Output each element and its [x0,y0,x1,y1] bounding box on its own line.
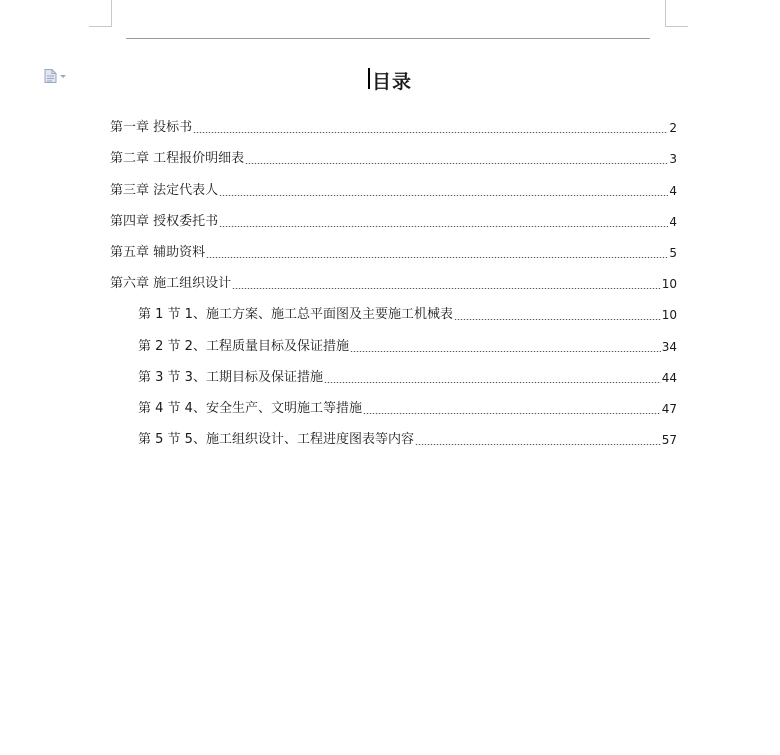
toc-dot-leader [415,444,661,445]
page-corner-mark-left [89,0,112,27]
toc-entry[interactable] [110,292,677,323]
toc-dot-leader [350,351,661,352]
toc-entry-page: 57 [661,433,677,448]
toc-entry[interactable] [110,136,677,167]
toc-entry-page: 4 [669,214,677,229]
toc-dot-leader [193,132,668,133]
toc-dot-leader [219,226,668,227]
header-rule [126,38,650,39]
toc-entry-page: 34 [661,339,677,354]
toc-dot-leader [245,163,668,164]
toc-entry[interactable] [110,230,677,261]
toc-entry-page: 47 [661,401,677,416]
text-cursor [368,68,370,89]
toc-dot-leader [454,319,661,320]
toc-entry-label: 第四章 授权委托书 [110,213,219,229]
toc-entry-page: 10 [661,308,677,323]
toc-entry-label: 第 4 节 4、安全生产、文明施工等措施 [138,400,362,416]
toc-entry[interactable] [110,323,677,354]
toc-entry-label: 第五章 辅助资料 [110,244,206,260]
toc-entry-page: 4 [669,183,677,198]
toc-entry-label: 第二章 工程报价明细表 [110,151,245,167]
toc-entry[interactable] [110,105,677,136]
toc-entry[interactable] [110,386,677,417]
toc-dot-leader [324,382,661,383]
toc-entry-page: 3 [669,152,677,167]
toc-entry-label: 第 2 节 2、工程质量目标及保证措施 [138,338,349,354]
toc-entry-label: 第 5 节 5、施工组织设计、工程进度图表等内容 [138,432,414,448]
toc-dot-leader [363,413,661,414]
toc-title[interactable] [368,67,412,94]
toc-entry[interactable] [110,261,677,292]
toc-entry-page: 2 [669,121,677,136]
toc-entry[interactable] [110,355,677,386]
toc-entry-page: 5 [669,245,677,260]
toc-dot-leader [219,195,668,196]
toc-entry[interactable] [110,167,677,198]
toc-entry-label: 第 1 节 1、施工方案、施工总平面图及主要施工机械表 [138,307,453,323]
toc-dot-leader [232,288,661,289]
toc-entry[interactable] [110,417,677,448]
toc-title-text: 目录 [371,71,412,93]
toc-entry[interactable] [110,199,677,230]
toc-entry-label: 第三章 法定代表人 [110,182,219,198]
toc-entry-page: 44 [661,370,677,385]
toc-entry-page: 10 [661,277,677,292]
page-corner-mark-right [665,0,688,27]
toc-entry-label: 第六章 施工组织设计 [110,276,232,292]
toc-dot-leader [206,257,668,258]
toc-entry-label: 第一章 投标书 [110,120,193,136]
toc-entry-label: 第 3 节 3、工期目标及保证措施 [138,369,323,385]
table-of-contents [110,105,677,448]
